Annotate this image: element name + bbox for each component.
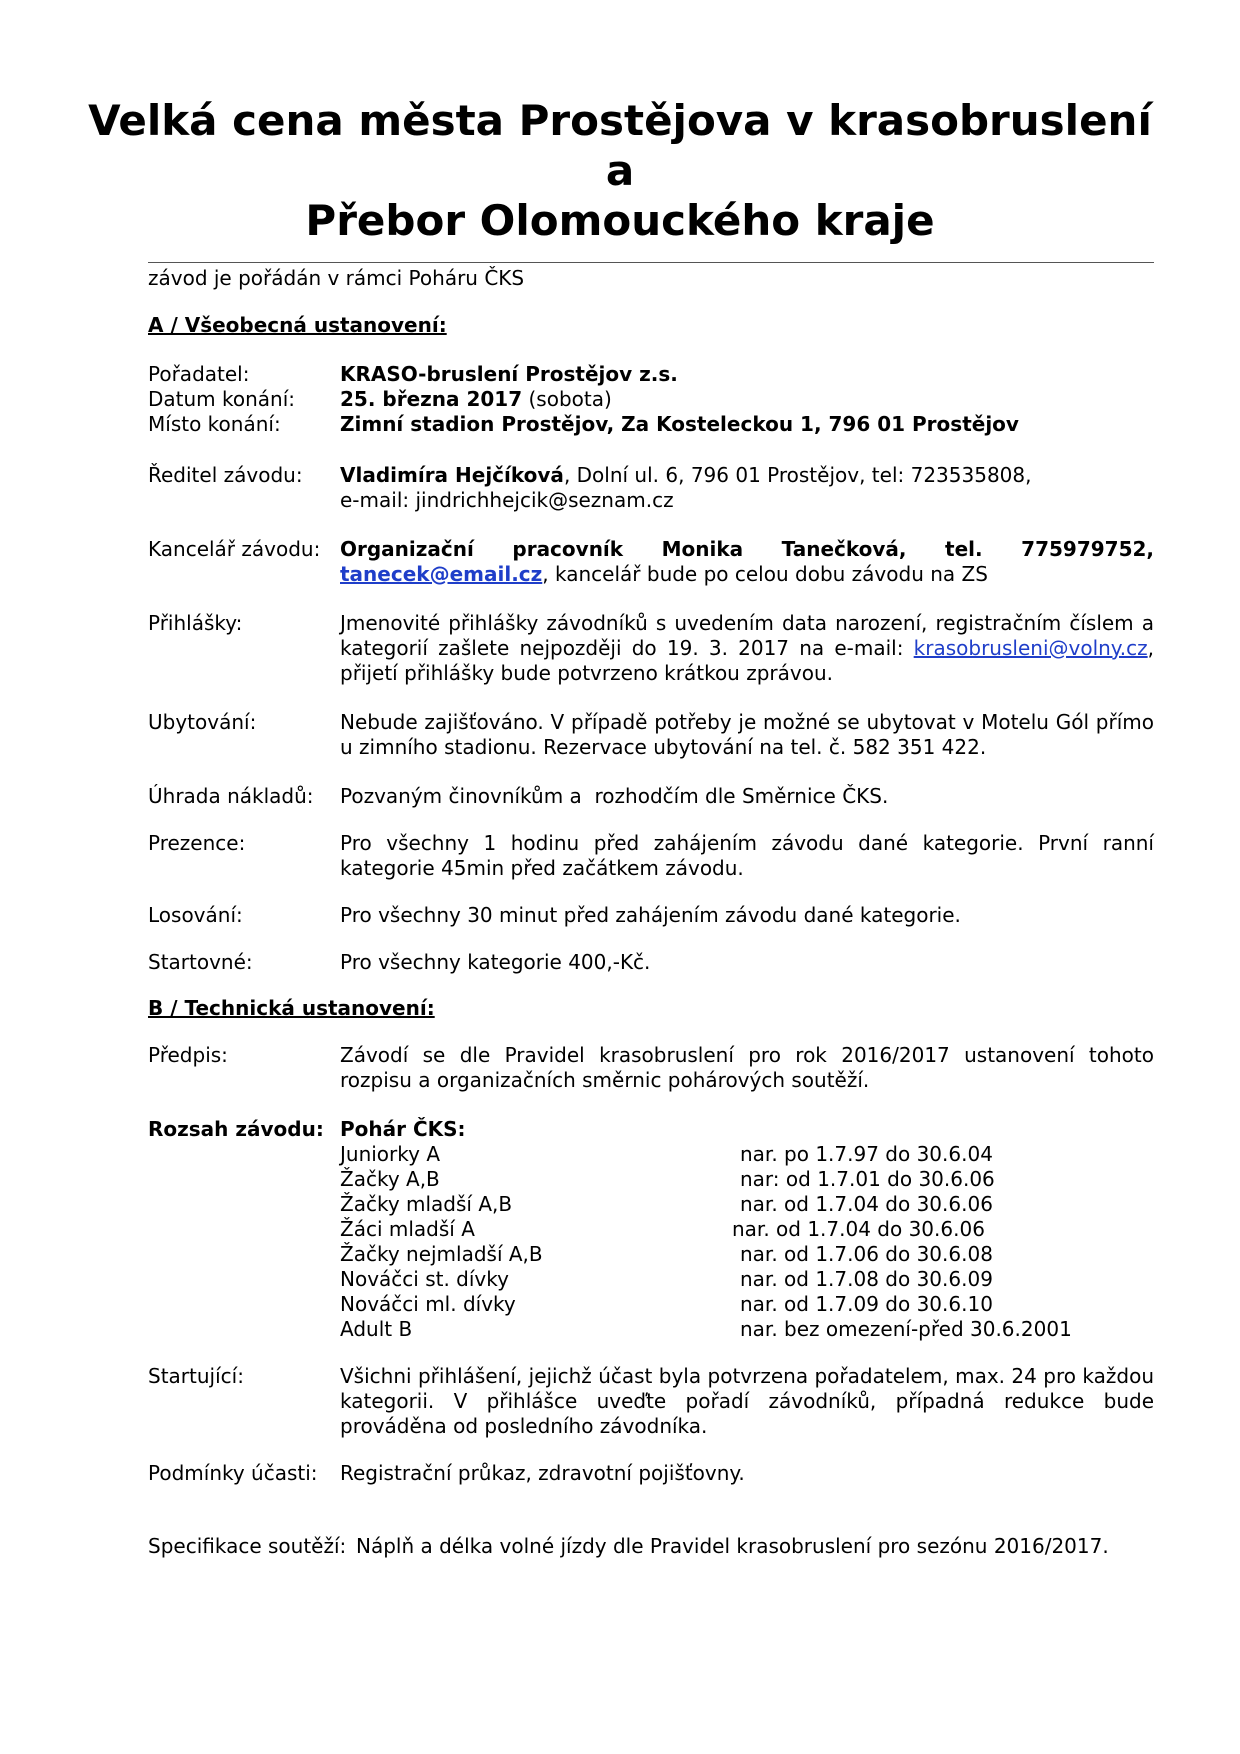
category-item xyxy=(340,1167,1154,1192)
section-a-heading: A / Všeobecná ustanovení: xyxy=(148,313,447,337)
entries-text: Jmenovité přihlášky závodníků s uvedením data narození, registračním číslem a kategorií zašlete nejpozději do 19. 3. 2017 na e-mail: xyxy=(340,611,1154,660)
date-day: (sobota) xyxy=(522,387,612,411)
row-losovani xyxy=(148,903,1154,928)
cup-title: Pohár ČKS: xyxy=(340,1117,466,1141)
label-predpis: Předpis: xyxy=(148,1043,228,1067)
label-startujici: Startující: xyxy=(148,1364,244,1388)
category-dates: nar. od 1.7.04 do 30.6.06 xyxy=(740,1192,993,1216)
value-predpis: Závodí se dle Pravidel krasobruslení pro rok 2016/2017 ustanovení tohoto rozpisu a organizačních směrnic pohárových soutěží. xyxy=(340,1043,1154,1092)
value-losovani: Pro všechny 30 minut před zahájením závodu dané kategorie. xyxy=(340,903,961,927)
label-losovani: Losování: xyxy=(148,903,243,927)
value-reditel xyxy=(340,463,1154,513)
row-startujici xyxy=(148,1364,1154,1439)
value-specifikace: Náplň a délka volné jízdy dle Pravidel krasobruslení pro sezónu 2016/2017. xyxy=(356,1534,1109,1558)
title-divider xyxy=(148,262,1154,263)
director-name: Vladimíra Hejčíková xyxy=(340,463,564,487)
row-ubytovani xyxy=(148,710,1154,760)
category-name: Žačky mladší A,B xyxy=(340,1192,513,1216)
category-dates: nar. od 1.7.04 do 30.6.06 xyxy=(732,1217,985,1241)
row-uhrada xyxy=(148,784,1154,809)
document-body xyxy=(148,266,1154,1559)
title-line-3: Přebor Olomouckého kraje xyxy=(305,196,935,245)
category-dates: nar: od 1.7.01 do 30.6.06 xyxy=(740,1167,995,1191)
category-dates: nar. od 1.7.09 do 30.6.10 xyxy=(740,1292,993,1316)
category-dates: nar. bez omezení-před 30.6.2001 xyxy=(740,1317,1072,1341)
title-line-2: a xyxy=(605,146,635,195)
date-bold: 25. března 2017 xyxy=(340,387,523,411)
value-poradatel: KRASO-bruslení Prostějov z.s. xyxy=(340,362,678,386)
label-prezence: Prezence: xyxy=(148,831,246,855)
office-email-link[interactable]: tanecek@email.cz xyxy=(340,562,543,586)
category-name: Žačky A,B xyxy=(340,1167,440,1191)
label-uhrada: Úhrada nákladů: xyxy=(148,784,314,808)
document-title xyxy=(60,96,1180,246)
title-line-1: Velká cena města Prostějova v krasobruslení xyxy=(88,96,1152,145)
row-predpis xyxy=(148,1043,1154,1093)
category-dates: nar. po 1.7.97 do 30.6.04 xyxy=(740,1142,993,1166)
label-datum: Datum konání: xyxy=(148,387,296,411)
category-name: Nováčci st. dívky xyxy=(340,1267,509,1291)
label-rozsah: Rozsah závodu: xyxy=(148,1117,324,1141)
row-startovne xyxy=(148,950,1154,975)
row-reditel xyxy=(148,463,1154,513)
row-prihlasky xyxy=(148,611,1154,686)
category-item xyxy=(340,1267,1154,1292)
label-startovne: Startovné: xyxy=(148,950,253,974)
label-kancelar: Kancelář závodu: xyxy=(148,537,321,561)
row-kancelar xyxy=(148,537,1154,587)
row-misto xyxy=(148,412,1154,437)
row-specifikace xyxy=(148,1534,1154,1559)
value-ubytovani: Nebude zajišťováno. V případě potřeby je možné se ubytovat v Motelu Gól přímo u zimního stadionu. Rezervace ubytování na tel. č. 582 351 422. xyxy=(340,710,1154,759)
section-b-heading: B / Technická ustanovení: xyxy=(148,996,435,1020)
row-datum xyxy=(148,387,1154,412)
entries-email-link[interactable]: krasobrusleni@volny.cz xyxy=(913,636,1148,660)
value-startujici: Všichni přihlášení, jejichž účast byla potvrzena pořadatelem, max. 24 pro každou kategorii. V přihlášce uveďte pořadí závodníků, případná redukce bude prováděna od posledního závodníka. xyxy=(340,1364,1154,1438)
category-dates: nar. od 1.7.08 do 30.6.09 xyxy=(740,1267,993,1291)
value-kancelar xyxy=(340,537,1154,587)
label-poradatel: Pořadatel: xyxy=(148,362,250,386)
row-rozsah xyxy=(148,1117,1154,1342)
category-item xyxy=(340,1192,1154,1217)
director-email: e-mail: jindrichhejcik@seznam.cz xyxy=(340,488,674,512)
row-podminky xyxy=(148,1461,1154,1486)
category-name: Nováčci ml. dívky xyxy=(340,1292,516,1316)
label-specifikace: Specifikace soutěží: xyxy=(148,1534,347,1558)
label-reditel: Ředitel závodu: xyxy=(148,463,303,487)
value-datum xyxy=(340,387,1154,412)
row-prezence xyxy=(148,831,1154,881)
category-item xyxy=(340,1217,1154,1242)
category-name: Juniorky A xyxy=(340,1142,441,1166)
category-name: Žáci mladší A xyxy=(340,1217,475,1241)
entries-note: , přijetí přihlášky bude potvrzeno krátkou zprávou. xyxy=(340,636,1154,685)
category-name: Žačky nejmladší A,B xyxy=(340,1242,543,1266)
label-podminky: Podmínky účasti: xyxy=(148,1461,318,1485)
director-contact: , Dolní ul. 6, 796 01 Prostějov, tel: 723535808, xyxy=(563,463,1032,487)
label-ubytovani: Ubytování: xyxy=(148,710,257,734)
category-item xyxy=(340,1292,1154,1317)
category-name: Adult B xyxy=(340,1317,413,1341)
intro-text: závod je pořádán v rámci Poháru ČKS xyxy=(148,266,525,290)
office-contact: Organizační pracovník Monika Tanečková, tel. 775979752, xyxy=(340,537,1154,561)
value-podminky: Registrační průkaz, zdravotní pojišťovny. xyxy=(340,1461,745,1485)
value-prihlasky xyxy=(340,611,1154,686)
label-prihlasky: Přihlášky: xyxy=(148,611,243,635)
value-prezence: Pro všechny 1 hodinu před zahájením závodu dané kategorie. První ranní kategorie 45min před začátkem závodu. xyxy=(340,831,1154,880)
value-uhrada: Pozvaným činovníkům a rozhodčím dle Směrnice ČKS. xyxy=(340,784,889,808)
office-note: , kancelář bude po celou dobu závodu na ZS xyxy=(542,562,988,586)
label-misto: Místo konání: xyxy=(148,412,281,436)
category-dates: nar. od 1.7.06 do 30.6.08 xyxy=(740,1242,993,1266)
value-misto: Zimní stadion Prostějov, Za Kosteleckou 1, 796 01 Prostějov xyxy=(340,412,1019,436)
category-item xyxy=(340,1242,1154,1267)
value-startovne: Pro všechny kategorie 400,-Kč. xyxy=(340,950,651,974)
category-item xyxy=(340,1142,1154,1167)
category-list xyxy=(340,1117,1154,1342)
row-poradatel xyxy=(148,362,1154,387)
category-item xyxy=(340,1317,1154,1342)
